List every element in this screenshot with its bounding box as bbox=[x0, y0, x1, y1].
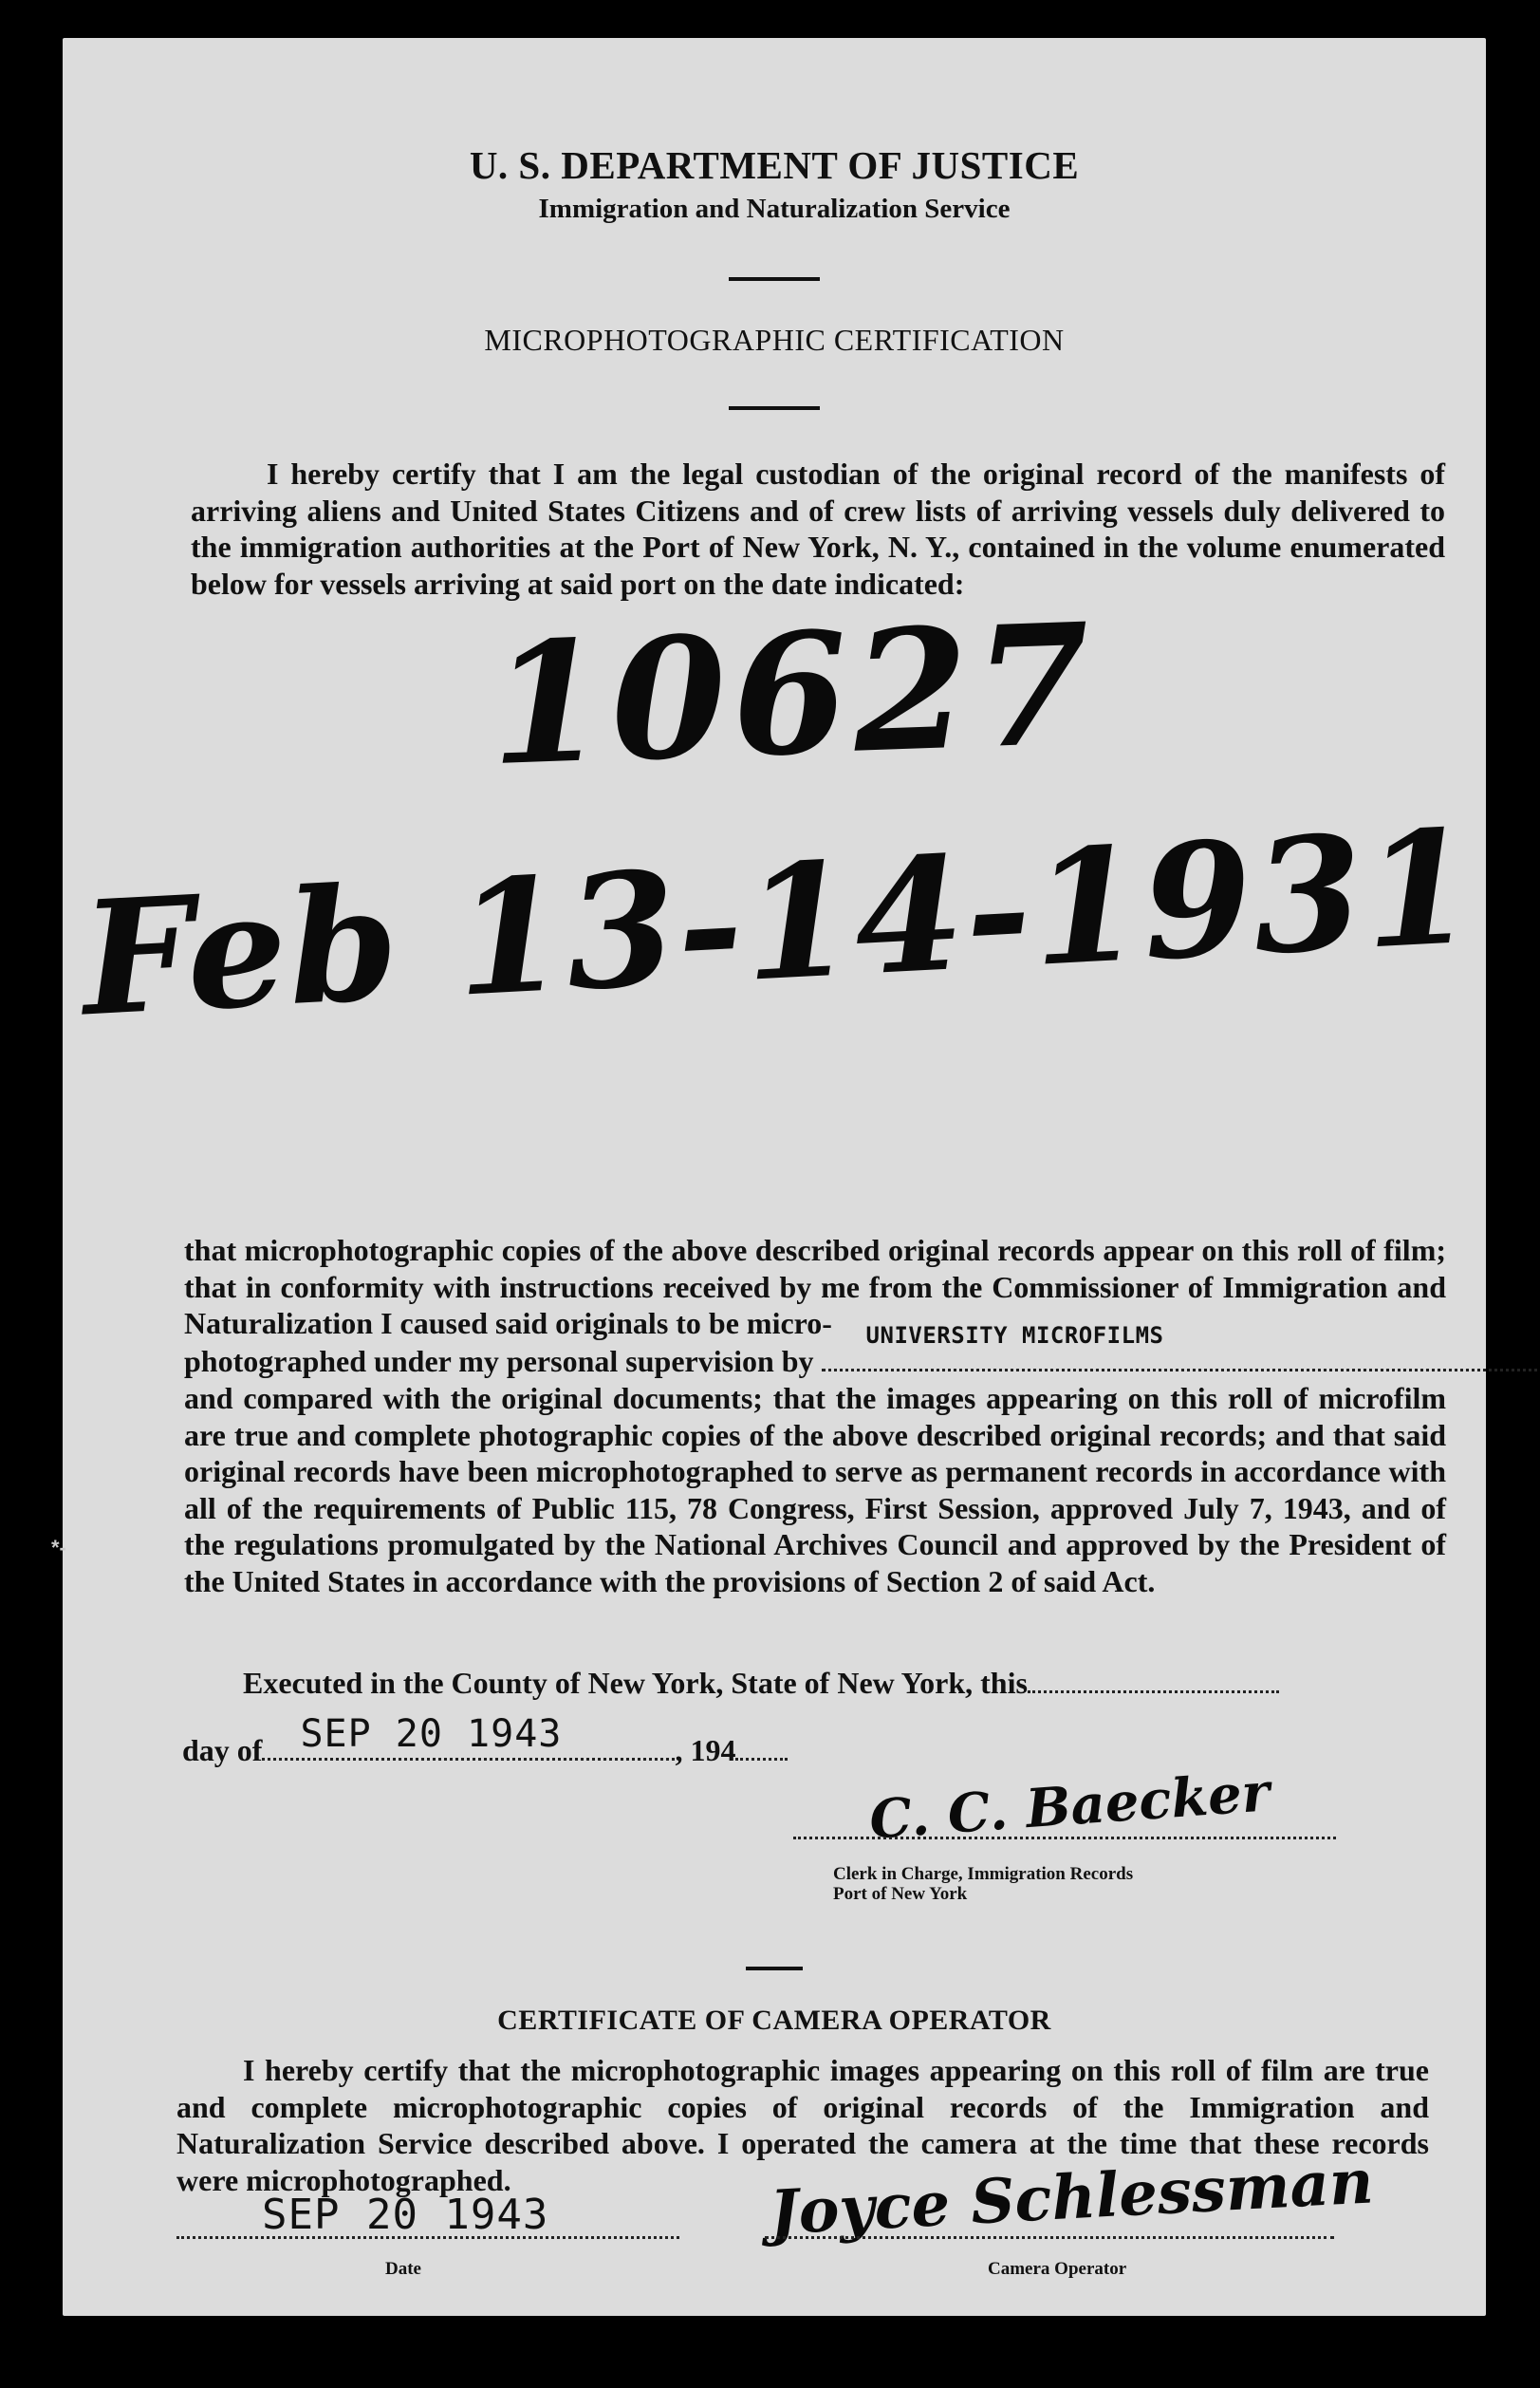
body-paragraph-rest: and compared with the original documents; that the images appearing on this roll of microfilm are true and complete photographic copies of the above described original records; and that said original records have been microphotographed to serve as permanent records in accordance with all of the requirements of Public 115, 78 Congress, First Session, approved July 7, 1943, and of the regulations promulgated by the National Archives Council and approved by the President of the United States in accordance with the provisions of Section 2 of said Act. bbox=[184, 1381, 1446, 1598]
body-paragraph-start: that microphotographic copies of the above described original records appear on this roll of film; that in conformity with instructions received by me from the Commissioner of Immigration and Naturalization I caused said originals to be micro- bbox=[184, 1233, 1446, 1340]
intro-paragraph: I hereby certify that I am the legal custodian of the original record of the manifests of arriving aliens and United States Citizens and of crew lists of arriving vessels duly delivered to the immigration authorities at the Port of New York, N. Y., contained in the volume enumerated below for vessels arriving at said port on the date indicated: bbox=[191, 457, 1445, 601]
operator-date-stamp: SEP 20 1943 bbox=[262, 2191, 549, 2239]
executed-blank bbox=[1028, 1670, 1279, 1693]
divider bbox=[746, 1967, 803, 1970]
supervision-prefix: photographed under my personal supervision by bbox=[184, 1344, 814, 1378]
operator-date-label: Date bbox=[385, 2259, 421, 2279]
operator-signature: Joyce Schlessman bbox=[768, 2146, 1376, 2249]
day-date-stamp: SEP 20 1943 bbox=[300, 1712, 563, 1756]
operator-certificate-title: CERTIFICATE OF CAMERA OPERATOR bbox=[497, 2005, 1051, 2036]
supervisor-field bbox=[822, 1322, 1540, 1371]
clerk-signature-line bbox=[793, 1837, 1336, 1839]
day-field bbox=[262, 1712, 675, 1761]
margin-mark: *- bbox=[51, 1536, 66, 1559]
certificate-page bbox=[63, 38, 1486, 2316]
executed-text: Executed in the County of New York, State of New York, this bbox=[243, 1666, 1028, 1700]
clerk-signature: C. C. Baecker bbox=[867, 1761, 1272, 1852]
handwritten-volume-date: Feb 13-14-1931 bbox=[77, 793, 1480, 1052]
operator-paragraph: I hereby certify that the microphotographic images appearing on this roll of film are true and complete microphotographic copies of original records of the Immigration and Naturalization Service described above. I operated the camera at the time that these records were microphotographed. bbox=[176, 2053, 1429, 2197]
clerk-port: Port of New York bbox=[833, 1884, 968, 1904]
service-subheading: Immigration and Naturalization Service bbox=[538, 194, 1011, 224]
day-of-line bbox=[182, 1712, 788, 1769]
operator-date-line bbox=[176, 2236, 679, 2239]
day-of-label: day of bbox=[182, 1733, 263, 1767]
clerk-title: Clerk in Charge, Immigration Records bbox=[833, 1864, 1134, 1884]
divider bbox=[729, 277, 820, 281]
handwritten-volume-number: 10627 bbox=[486, 587, 1100, 804]
certification-title: MICROPHOTOGRAPHIC CERTIFICATION bbox=[484, 323, 1065, 357]
operator-signature-line bbox=[765, 2236, 1334, 2239]
year-label: , 194 bbox=[675, 1733, 736, 1767]
divider bbox=[729, 406, 820, 410]
year-blank bbox=[735, 1737, 788, 1761]
supervision-line bbox=[184, 1322, 1446, 1380]
department-heading: U. S. DEPARTMENT OF JUSTICE bbox=[469, 143, 1080, 187]
executed-line bbox=[243, 1665, 1279, 1702]
supervisor-typed-name: UNIVERSITY MICROFILMS bbox=[865, 1322, 1164, 1349]
camera-operator-label: Camera Operator bbox=[988, 2259, 1127, 2279]
